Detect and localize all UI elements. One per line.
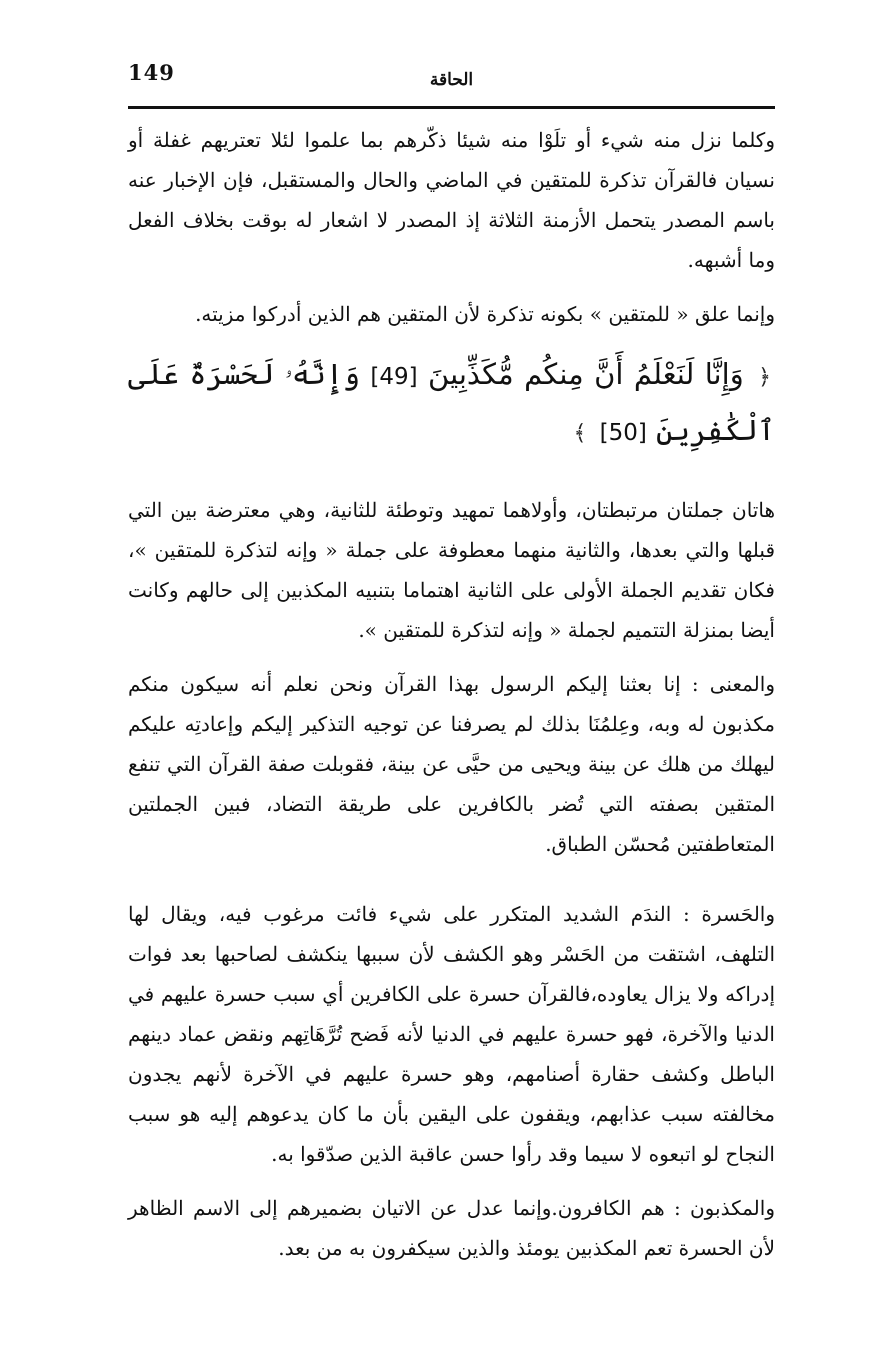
paragraph-5: والحَسرة : الندَم الشديد المتكرر على شيء فائت مرغوب فيه، ويقال لها التلهف، اشتقت من الحَسْر وهو الكشف لأن سببها ينكشف لصاحبها بعد فوات إدراكه ولا يزال يعاوده،فالقرآن حسرة على الكافرين أي سبب حسرة عليهم في الدنيا والآخرة، فهو حسرة عليهم في الدنيا لأنه فَضح تُرَّهَاتِهم ونقض عماد دينهم الباطل وكشف حقارة أصنامهم، وهو حسرة عليهم في الآخرة لأنهم يجدون مخالفته سبب عذابهم، ويقفون على اليقين بأن ما كان يدعوهم إليه هو سبب النجاح لو اتبعوه لا سيما وقد رأوا حسن عاقبة الذين صدّقوا به. [128, 902, 776, 1166]
paragraph-6: والمكذبون : هم الكافرون.وإنما عدل عن الاتيان بضميرهم إلى الاسم الظاهر لأن الحسرة تعم المكذبين يومئذ والذين سيكفرون به من بعد. [128, 1196, 775, 1260]
page-number: 149 [128, 60, 175, 85]
quran-verse [128, 348, 775, 460]
verse-text-49: وَإِنَّا لَنَعْلَمُ أَنَّ مِنكُم مُّكَذِّبِينَ [428, 357, 744, 391]
page-header [128, 56, 775, 100]
verse-number-50: [50] [599, 420, 647, 446]
paragraph-3: هاتان جملتان مرتبطتان، وأولاهما تمهيد وتوطئة للثانية، وهي معترضة بين التي قبلها والتي بعدها، والثانية منهما معطوفة على جملة « وإنه لتذكرة للمتقين »، فكان تقديم الجملة الأولى على الثانية اهتماما بتنبيه المكذبين إلى حالهم وكانت أيضا بمنزلة التتميم لجملة « وإنه لتذكرة للمتقين ». [128, 498, 775, 642]
verse-open-ornament: ﴿ [758, 365, 771, 390]
paragraph-2: وإنما علق « للمتقين » بكونه تذكرة لأن المتقين هم الذين أدركوا مزيته. [195, 302, 775, 326]
verse-close-ornament: ﴾ [573, 421, 587, 446]
paragraph-1: وكلما نزل منه شيء أو تلَوْا منه شيئا ذكّرهم بما علموا لئلا تعتريهم غفلة أو نسيان فالقرآن تذكرة للمتقين في الماضي والحال والمستقبل، فإن الإخبار عنه باسم المصدر يتحمل الأزمنة الثلاثة إذ المصدر لا اشعار له بوقت بخلاف الفعل وما أشبهه. [128, 128, 775, 272]
verse-number-49: [49] [370, 364, 418, 390]
header-rule [128, 106, 775, 109]
verse-text-50: وَإِنَّهُۥ لَحَسْرَةٌ عَلَى ٱلْكَٰفِرِينَ [128, 357, 775, 447]
paragraph-4: والمعنى : إنا بعثنا إليكم الرسول بهذا القرآن ونحن نعلم أنه سيكون منكم مكذبون له وبه، وعِلمُنَا بذلك لم يصرفنا عن توجيه التذكير إليكم وإعادتِه عليكم ليهلك من هلك عن بينة ويحيى من حيَّى عن بينة، فقوبلت صفة القرآن التي تنفع المتقين بصفته التي تُضر بالكافرين على طريقة التضاد، فبين الجملتين المتعاطفتين مُحسّن الطباق. [128, 672, 775, 856]
body-text [128, 120, 775, 1268]
running-title: الحاقة [429, 70, 474, 90]
